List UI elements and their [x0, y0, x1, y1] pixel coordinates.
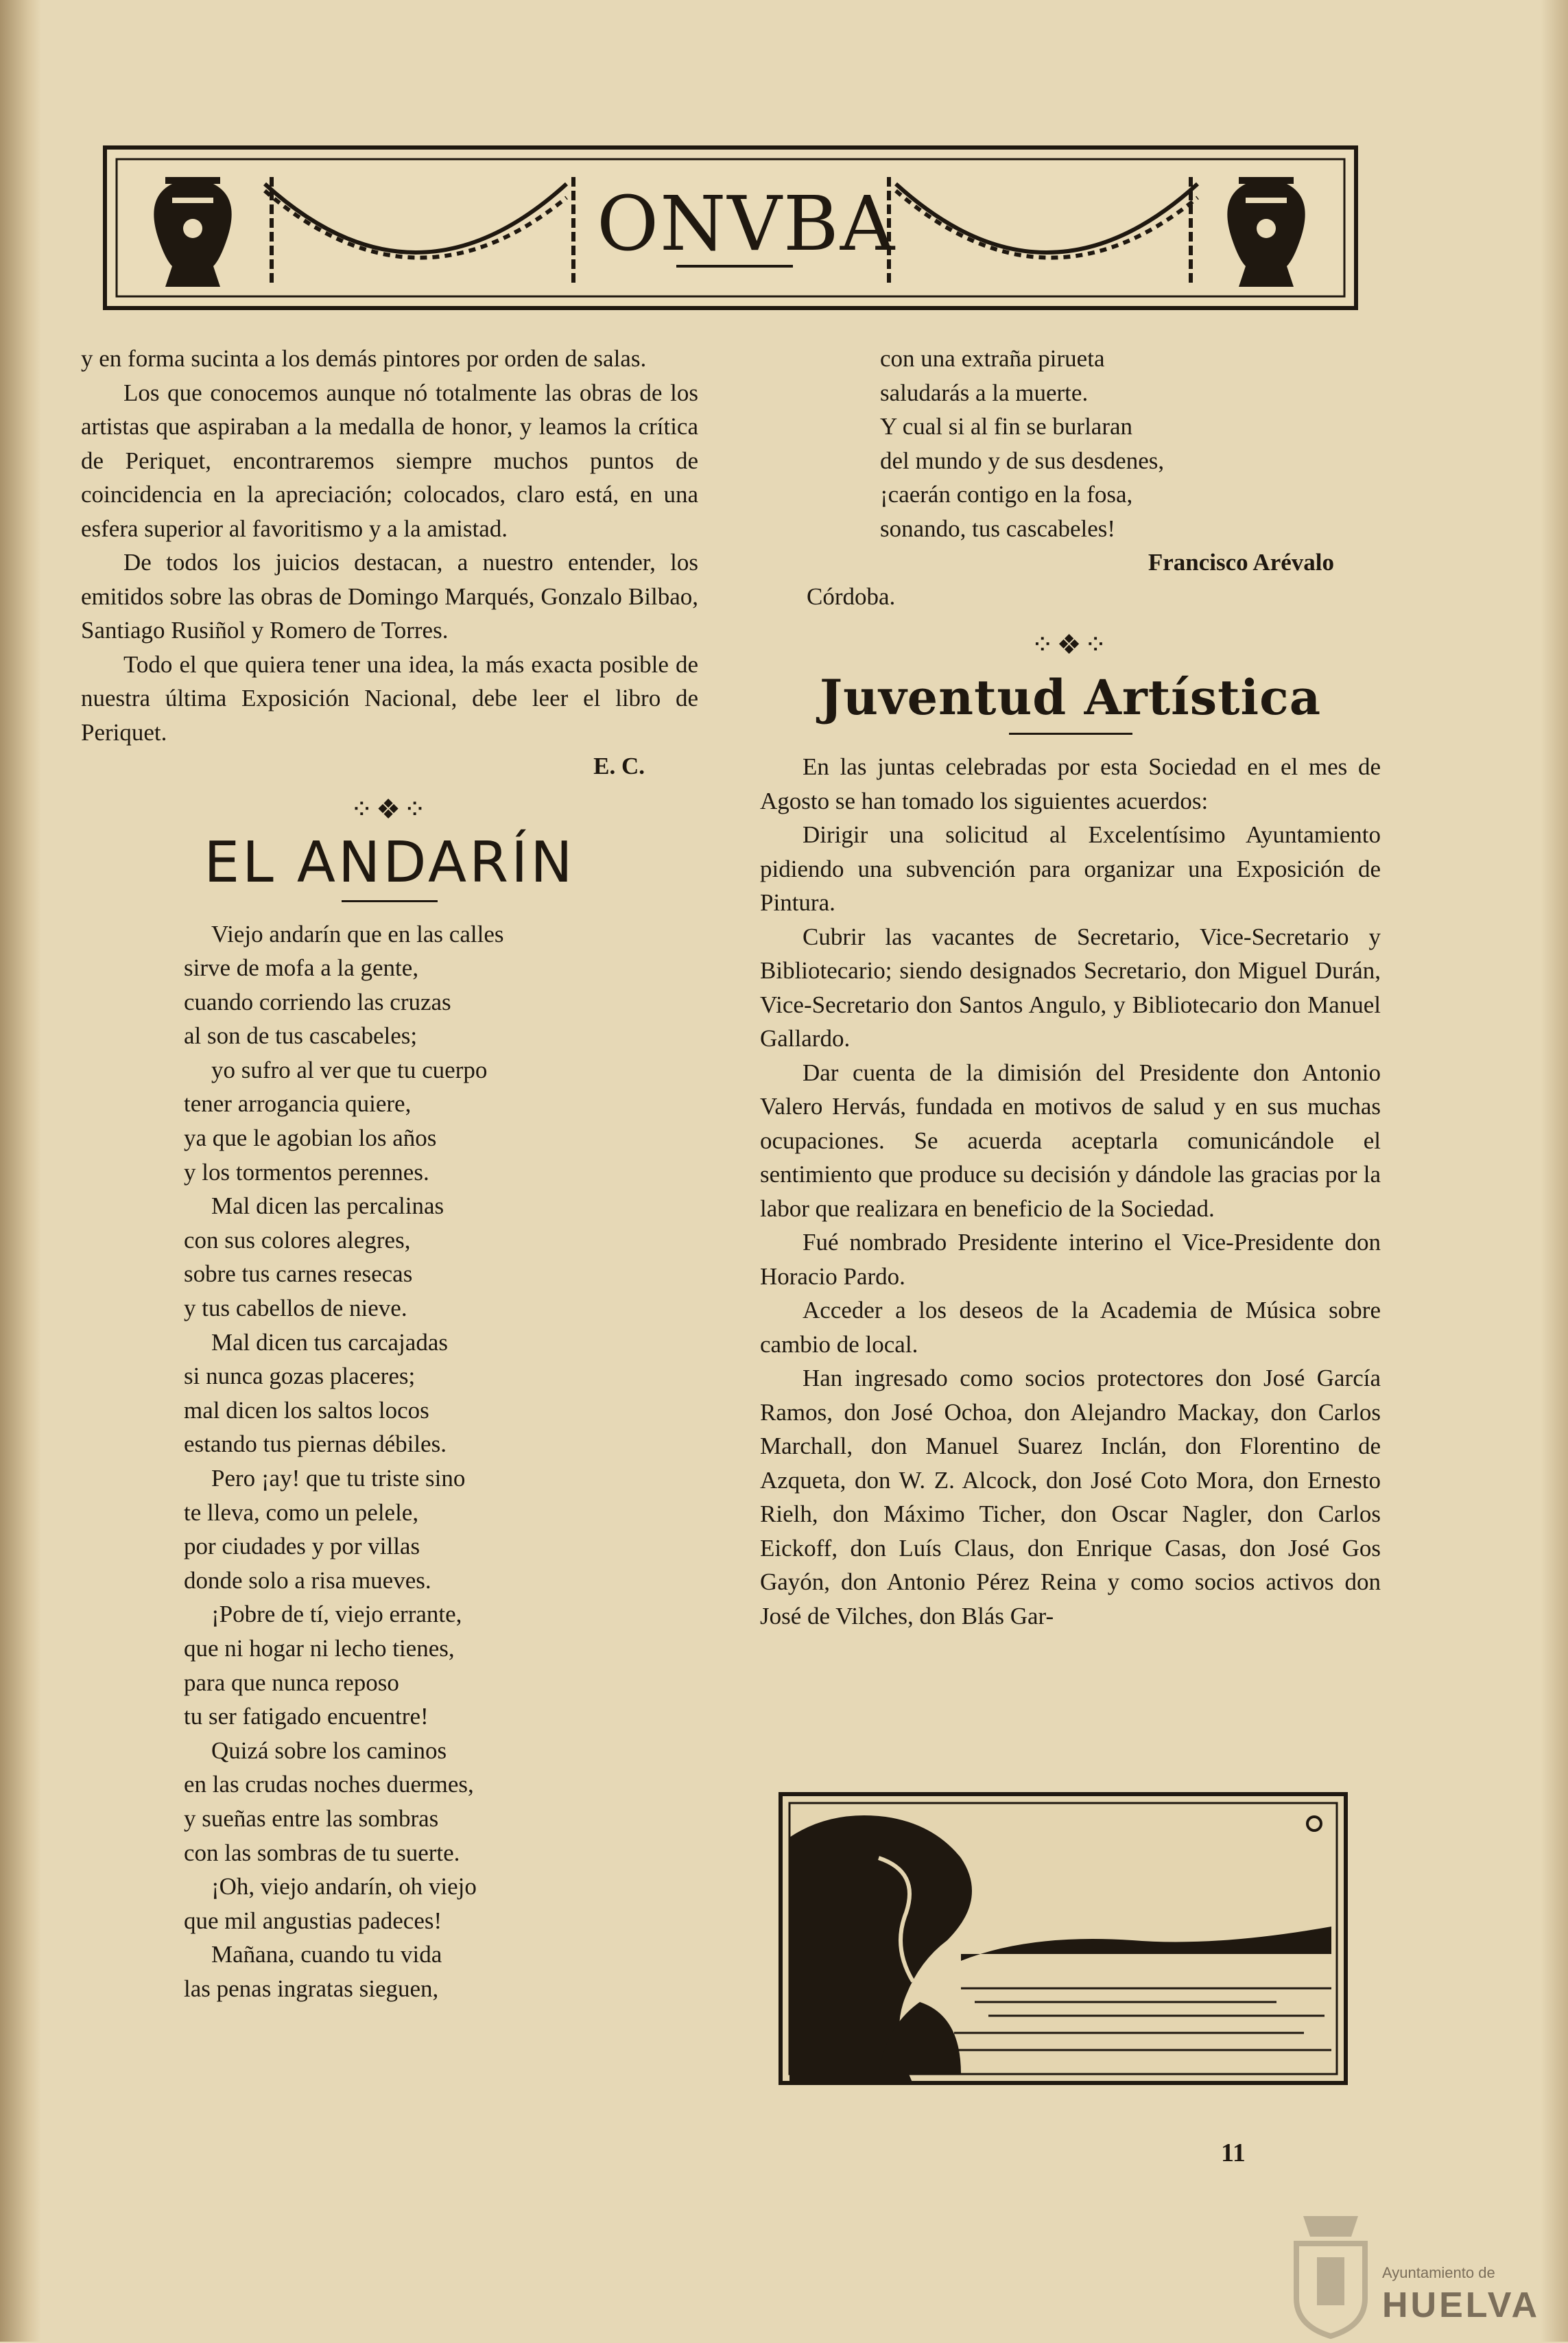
poem-line: y tus cabellos de nieve.	[184, 1295, 407, 1322]
right-vase-icon	[1227, 177, 1305, 287]
ornament-icon: ⁘❖⁘	[350, 793, 429, 825]
poem-line: y sueñas entre las sombras	[184, 1804, 439, 1832]
poem-line: ¡Pobre de tí, viejo errante,	[211, 1601, 462, 1628]
title-rule	[342, 900, 438, 902]
poem-line: si nunca gozas placeres;	[184, 1363, 416, 1390]
poem-line: sonando, tus cascabeles!	[880, 515, 1116, 542]
poem-place: Córdoba.	[807, 582, 896, 610]
paragraph: De todos los juicios destacan, a nuestro entender, los emitidos sobre las obras de Domingo Marqués, Gonzalo Bilbao, Santiago Rusiñol y Romero de Torres.	[81, 549, 698, 644]
poem-author: Francisco Arévalo	[1148, 549, 1334, 576]
masthead-title: ONVBA	[597, 180, 896, 268]
left-column	[81, 342, 698, 2006]
poem-line: con las sombras de tu suerte.	[184, 1839, 460, 1866]
poem-line: tu ser fatigado encuentre!	[184, 1703, 429, 1730]
page-number: 11	[1221, 2139, 1246, 2167]
poem-line: Mal dicen las percalinas	[211, 1192, 444, 1220]
page-edge	[1541, 0, 1568, 2342]
woodcut-illustration	[779, 1792, 1348, 2085]
poem-line: sirve de mofa a la gente,	[184, 954, 419, 982]
poem-line: saludarás a la muerte.	[880, 379, 1089, 406]
page-gutter	[0, 0, 41, 2342]
poem-line: y los tormentos perennes.	[184, 1158, 429, 1186]
poem-line: ya que le agobian los años	[184, 1125, 437, 1152]
poem-line: donde solo a risa mueves.	[184, 1566, 431, 1594]
poem-line: mal dicen los saltos locos	[184, 1396, 429, 1424]
poem-line: por ciudades y por villas	[184, 1533, 420, 1560]
paragraph: Cubrir las vacantes de Secretario, Vice-Secretario y Bibliotecario; siendo designados Secretario, don Miguel Durán, Vice-Secretario don Santos Angulo, y Bibliotecario don Manuel Gallardo.	[760, 923, 1381, 1052]
paragraph: Todo el que quiera tener una idea, la más exacta posible de nuestra última Exposición Nacional, debe leer el libro de Periquet.	[81, 650, 698, 746]
article-body	[760, 750, 1381, 1633]
crest-icon	[1283, 2202, 1379, 2340]
paragraph: Los que conocemos aunque nó totalmente las obras de los artistas que aspiraban a la medalla de honor, y leamos la crítica de Periquet, encontraremos siempre muchos puntos de coincidencia en la apreciación; colocados, claro está, en una esfera superior al favoritismo y a la amistad.	[81, 379, 698, 542]
watermark-line2: HUELVA	[1382, 2285, 1541, 2325]
paragraph: Fué nombrado Presidente interino el Vice-Presidente don Horacio Pardo.	[760, 1229, 1381, 1290]
poem-line: estando tus piernas débiles.	[184, 1430, 447, 1458]
poem-line: al son de tus cascabeles;	[184, 1022, 418, 1050]
watermark-line1: Ayuntamiento de	[1382, 2264, 1495, 2281]
paragraph: Dar cuenta de la dimisión del Presidente don Antonio Valero Hervás, fundada en motivos de salud y en sus muchas ocupaciones. Se acuerda aceptarla comunicándole el sentimiento que produce su decisión y dándole las gracias por la labor que realizara en beneficio de la Sociedad.	[760, 1059, 1381, 1222]
landscape-picture	[783, 1796, 1344, 2081]
poem-line: tener arrogancia quiere,	[184, 1090, 412, 1118]
poem-line: yo sufro al ver que tu cuerpo	[211, 1056, 488, 1083]
paragraph: Han ingresado como socios protectores don José García Ramos, don José Ochoa, don Alejandro Mackay, don Carlos Marchall, don Manuel Suarez Inclán, don Florentino de Azqueta, don W. Z. Alcock, don José Coto Mora, don Ernesto Rielh, don Máximo Ticher, don Oscar Nagler, don Carlos Eickoff, don Luís Claus, don Enrique Casas, don José Gos Gayón, don Antonio Pérez Reina y como socios activos don José de Vilches, don Blás Gar-	[760, 1365, 1381, 1629]
poem-line: sobre tus carnes resecas	[184, 1260, 413, 1288]
paragraph: Dirigir una solicitud al Excelentísimo Ayuntamiento pidiendo una subvención para organizar una Exposición de Pintura.	[760, 821, 1381, 916]
ornament-icon: ⁘❖⁘	[1031, 629, 1110, 660]
poem-line: Mal dicen tus carcajadas	[211, 1328, 448, 1356]
poem-line: Mañana, cuando tu vida	[211, 1941, 442, 1968]
poem-line: en las crudas noches duermes,	[184, 1771, 474, 1798]
poem-line: las penas ingratas sieguen,	[184, 1975, 439, 2002]
poem-line: ¡caerán contigo en la fosa,	[880, 481, 1133, 508]
poem-line: te lleva, como un pelele,	[184, 1498, 419, 1526]
poem-title: EL ANDARÍN	[204, 829, 575, 895]
poem-line: cuando corriendo las cruzas	[184, 988, 451, 1015]
poem-line: del mundo y de sus desdenes,	[880, 447, 1165, 474]
paragraph: y en forma sucinta a los demás pintores por orden de salas.	[81, 345, 647, 372]
poem-line: Pero ¡ay! que tu triste sino	[211, 1465, 466, 1492]
paragraph: En las juntas celebradas por esta Sociedad en el mes de Agosto se han tomado los siguientes acuerdos:	[760, 753, 1381, 814]
poem-line: que mil angustias padeces!	[184, 1907, 442, 1934]
article-title: Juventud Artística	[819, 669, 1322, 726]
signature: E. C.	[593, 753, 645, 779]
left-vase-icon	[154, 177, 231, 287]
poem-line: para que nunca reposo	[184, 1669, 399, 1696]
poem-line: con sus colores alegres,	[184, 1226, 411, 1253]
poem-ending	[760, 342, 1381, 545]
poem-line: Y cual si al fin se burlaran	[880, 413, 1133, 440]
poem-verses	[81, 917, 698, 2006]
poem-line: que ni hogar ni lecho tienes,	[184, 1634, 455, 1662]
poem-line: con una extraña pirueta	[880, 345, 1105, 372]
poem-line: ¡Oh, viejo andarín, oh viejo	[211, 1873, 477, 1900]
poem-line: Quizá sobre los caminos	[211, 1736, 447, 1764]
paragraph: Acceder a los deseos de la Academia de Música sobre cambio de local.	[760, 1297, 1381, 1358]
poem-line: Viejo andarín que en las calles	[211, 920, 504, 947]
title-rule	[1009, 733, 1132, 735]
right-column	[760, 342, 1381, 1633]
